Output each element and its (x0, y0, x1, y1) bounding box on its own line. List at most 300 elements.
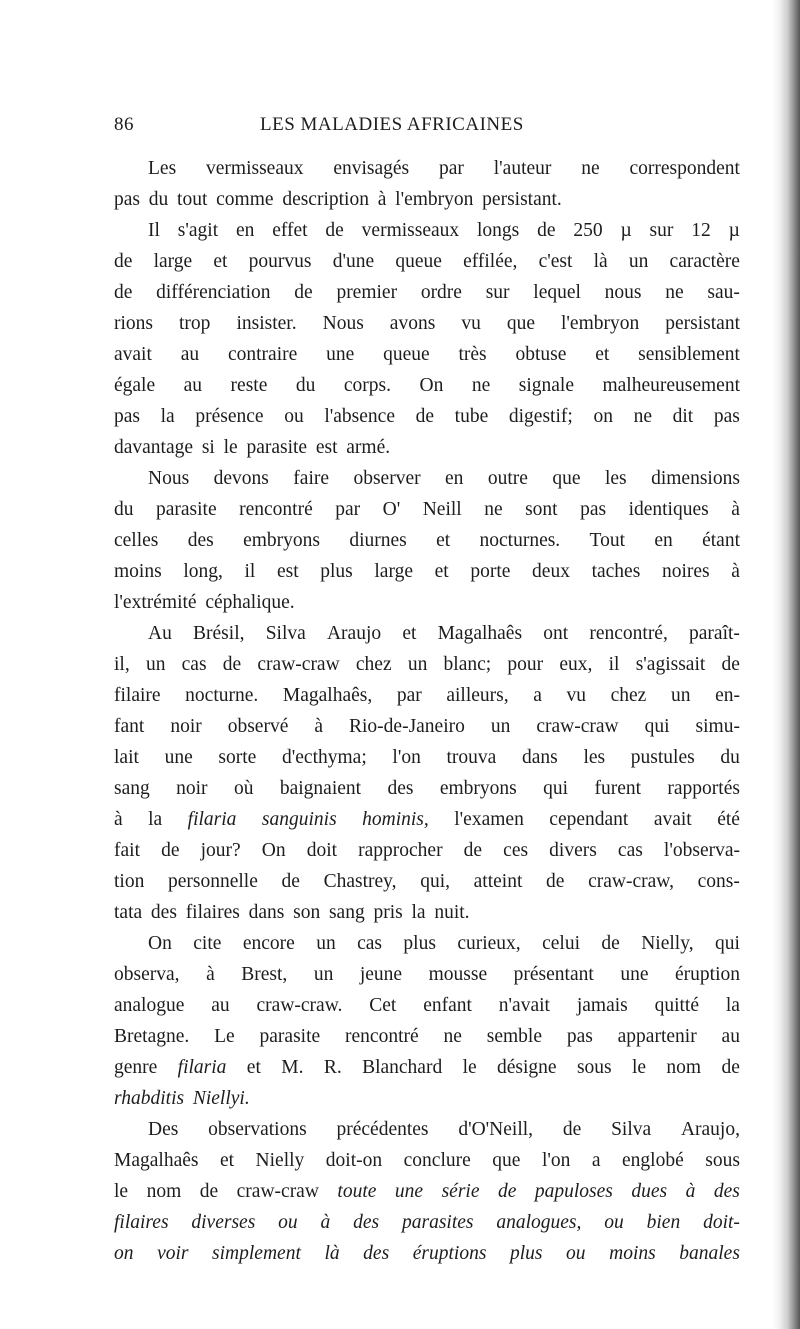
word: rencontré (345, 1026, 419, 1047)
word: sont (525, 499, 558, 520)
word: long, (183, 561, 223, 582)
word: sang (114, 778, 150, 799)
word: taches (591, 561, 641, 582)
text-line (114, 1052, 740, 1083)
word: de (546, 871, 565, 892)
word: cas (357, 933, 382, 954)
word: Silva (265, 623, 306, 644)
word: des (150, 902, 177, 923)
word: On (419, 375, 444, 396)
word: deux (532, 561, 570, 582)
word: le (114, 1181, 129, 1202)
text-line (114, 649, 740, 680)
word: dimensions (651, 468, 740, 489)
word: papuloses (534, 1181, 613, 1202)
word: plus (320, 561, 353, 582)
text-line (114, 928, 740, 959)
word: en (235, 220, 255, 241)
word: s'agit (177, 220, 219, 241)
text-line (114, 184, 740, 215)
word: éruptions (412, 1243, 487, 1264)
word: µ (620, 220, 632, 241)
word: pustules (630, 747, 695, 768)
word: précédentes (336, 1119, 429, 1140)
word: et (219, 1150, 235, 1171)
word: très (458, 344, 487, 365)
word: pourvus (248, 251, 312, 272)
word: chez (610, 685, 647, 706)
text-line (114, 835, 740, 866)
text-line (114, 277, 740, 308)
word: céphalique. (205, 592, 295, 613)
word: craw-craw. (256, 995, 343, 1016)
word: cas (181, 654, 207, 675)
word: ne (665, 282, 684, 303)
word: à (731, 561, 740, 582)
word: doit-on (325, 1150, 383, 1171)
word: un (313, 964, 334, 985)
word: observations (208, 1119, 307, 1140)
word: Les (148, 158, 177, 179)
word: la (160, 406, 175, 427)
word: Tout (589, 530, 625, 551)
word: dans (248, 902, 285, 923)
word: que (492, 1150, 521, 1171)
text-line (114, 308, 740, 339)
word: divers (549, 840, 597, 861)
word: là (593, 251, 608, 272)
text-line (114, 1114, 740, 1145)
word: filaires (185, 902, 240, 923)
word: par (438, 158, 464, 179)
word: trop (179, 313, 211, 334)
text-line (114, 153, 740, 184)
word: blanc; (443, 654, 492, 675)
word: un (145, 654, 166, 675)
word: µ (728, 220, 740, 241)
word: et (595, 344, 610, 365)
word: craw-craw (536, 716, 619, 737)
word: corps. (343, 375, 391, 396)
word: à (206, 964, 215, 985)
word: Araujo, (680, 1119, 740, 1140)
word: persistant. (482, 189, 562, 210)
word: tion (114, 871, 145, 892)
word: de (199, 1181, 219, 1202)
word: englobé (622, 1150, 684, 1171)
word: de (415, 406, 435, 427)
word: rencontré (239, 499, 313, 520)
running-head (114, 114, 734, 140)
word: pas (114, 406, 140, 427)
word: contraire (227, 344, 298, 365)
word: fant (114, 716, 145, 737)
word: et (402, 623, 417, 644)
word: quitté (654, 995, 700, 1016)
word: bien (646, 1212, 681, 1233)
word: vu (566, 685, 587, 706)
word: caractère (669, 251, 740, 272)
text-line (114, 432, 740, 463)
word: rapprocher (358, 840, 443, 861)
word: celles (114, 530, 159, 551)
word: doit (306, 840, 338, 861)
word: observa, (114, 964, 180, 985)
word: et (436, 530, 451, 551)
word: On (148, 933, 172, 954)
word: 12 (691, 220, 711, 241)
word: l'observa- (663, 840, 740, 861)
word: genre (114, 1057, 158, 1078)
word: diurnes (349, 530, 407, 551)
word: un (316, 933, 336, 954)
word: Au (148, 623, 172, 644)
text-line (114, 587, 740, 618)
word: analogues, (496, 1212, 582, 1233)
word: nuit. (434, 902, 470, 923)
word: de (114, 282, 133, 303)
word: sous (705, 1150, 740, 1171)
text-line (114, 525, 740, 556)
word: à (114, 809, 123, 830)
word: d'une (332, 251, 375, 272)
text-line (114, 494, 740, 525)
word: le (223, 437, 238, 458)
text-line (114, 959, 740, 990)
word: moins (609, 1243, 656, 1264)
word: large (374, 561, 414, 582)
word: Brésil, (193, 623, 245, 644)
word: personnelle (168, 871, 258, 892)
word: à (320, 1212, 331, 1233)
word: étant (702, 530, 740, 551)
word: jeune (359, 964, 403, 985)
word: sang (328, 902, 365, 923)
word: sorte (218, 747, 257, 768)
word: 250 (573, 220, 603, 241)
word: ne (581, 158, 600, 179)
word: et (434, 561, 449, 582)
word: encore (242, 933, 295, 954)
word: ne (484, 499, 503, 520)
word: Niellyi. (192, 1088, 250, 1109)
word: pas (713, 406, 740, 427)
text-line (114, 215, 740, 246)
word: Des (148, 1119, 179, 1140)
word: et (213, 251, 228, 272)
word: par (335, 499, 361, 520)
word: persistant (665, 313, 740, 334)
word: jour? (200, 840, 241, 861)
word: pris (373, 902, 403, 923)
word: correspondent (629, 158, 740, 179)
word: son (293, 902, 321, 923)
word: noir (170, 716, 202, 737)
word: la (411, 902, 426, 923)
word: observer (353, 468, 421, 489)
word: pas (566, 1026, 593, 1047)
word: a (591, 1150, 601, 1171)
word: celui (542, 933, 580, 954)
word: description (282, 189, 369, 210)
word: si (201, 437, 215, 458)
word: des (387, 778, 414, 799)
word: atteint (473, 871, 523, 892)
word: rhabditis (114, 1088, 185, 1109)
word: vermisseaux (206, 158, 304, 179)
word: nous (604, 282, 642, 303)
word: plus (403, 933, 436, 954)
word: est (315, 437, 338, 458)
word: rencontré, (589, 623, 668, 644)
text-line (114, 339, 740, 370)
word: une (326, 344, 355, 365)
word: parasites (401, 1212, 474, 1233)
word: un (407, 654, 428, 675)
word: de (281, 871, 300, 892)
word: la (148, 809, 163, 830)
word: toute (337, 1181, 377, 1202)
word: simplement (212, 1243, 301, 1264)
word: de (601, 933, 620, 954)
word: pour (507, 654, 544, 675)
word: éruption (675, 964, 740, 985)
word: ou (604, 1212, 624, 1233)
word: là (324, 1243, 340, 1264)
word: ne (471, 375, 491, 396)
word: noires (661, 561, 710, 582)
word: ou (284, 406, 304, 427)
text-line (114, 742, 740, 773)
word: on (593, 406, 613, 427)
word: à (685, 1181, 696, 1202)
word: parasite (259, 1026, 321, 1047)
word: effilée, (463, 251, 518, 272)
word: par (396, 685, 422, 706)
word: nom (146, 1181, 182, 1202)
word: outre (487, 468, 528, 489)
word: l'auteur (493, 158, 552, 179)
word: semble (486, 1026, 542, 1047)
text-line (114, 680, 740, 711)
text-line (114, 1021, 740, 1052)
word: devons (213, 468, 269, 489)
text-line (114, 1176, 740, 1207)
word: des (363, 1243, 390, 1264)
text-line (114, 1238, 740, 1269)
word: malheureusement (602, 375, 740, 396)
word: ces (503, 840, 529, 861)
word: Rio-de-Janeiro (349, 716, 465, 737)
word: avons (389, 313, 436, 334)
word: sous (576, 1057, 612, 1078)
word: avait (653, 809, 692, 830)
word: au (180, 344, 200, 365)
word: Blanchard (362, 1057, 443, 1078)
word: en- (715, 685, 740, 706)
word: sur (649, 220, 674, 241)
word: avait (114, 344, 152, 365)
word: il (608, 654, 620, 675)
word: l'absence (324, 406, 395, 427)
word: des (353, 1212, 380, 1233)
word: les (583, 747, 606, 768)
word: identiques (628, 499, 709, 520)
word: R. (323, 1057, 342, 1078)
word: Brest, (241, 964, 288, 985)
word: la (725, 995, 740, 1016)
word: est (276, 561, 299, 582)
word: qui (714, 933, 740, 954)
word: Magalhaês (437, 623, 523, 644)
text-line (114, 246, 740, 277)
word: lequel (533, 282, 581, 303)
word: comme (216, 189, 274, 210)
word: craw-craw (236, 1181, 319, 1202)
word: de (161, 840, 180, 861)
word: des (187, 530, 214, 551)
word: dit (672, 406, 694, 427)
word: simu- (695, 716, 740, 737)
word: curieux, (457, 933, 521, 954)
word: porte (470, 561, 511, 582)
word: queue (383, 344, 430, 365)
word: dans (522, 747, 558, 768)
word: de (114, 251, 133, 272)
word: cependant (549, 809, 629, 830)
word: à (731, 499, 740, 520)
text-line (114, 897, 740, 928)
word: l'on (392, 747, 421, 768)
word: du (295, 375, 316, 396)
word: appartenir (617, 1026, 697, 1047)
word: d'O'Neill, (458, 1119, 534, 1140)
text-line (114, 1083, 740, 1114)
word: embryons (243, 530, 320, 551)
word: de (721, 1057, 740, 1078)
word: sau- (707, 282, 740, 303)
word: pas (114, 189, 140, 210)
word: s'agissait (635, 654, 706, 675)
word: le (462, 1057, 477, 1078)
word: ou (566, 1243, 586, 1264)
word: vermisseaux (361, 220, 460, 241)
page-number: 86 (114, 114, 134, 135)
word: sanguinis (261, 809, 337, 830)
word: Chastrey, (323, 871, 397, 892)
word: queue (395, 251, 442, 272)
text-line (114, 990, 740, 1021)
word: craw-craw (257, 654, 340, 675)
word: un (628, 251, 649, 272)
page-edge-shadow (772, 0, 800, 1329)
word: ont (543, 623, 569, 644)
word: l'on (541, 1150, 571, 1171)
word: cons- (697, 871, 740, 892)
word: vu (461, 313, 481, 334)
word: l'embryon (395, 189, 474, 210)
word: différenciation (156, 282, 271, 303)
text-line (114, 866, 740, 897)
word: premier (336, 282, 398, 303)
word: une (620, 964, 649, 985)
word: de (721, 654, 740, 675)
word: hominis, (362, 809, 429, 830)
word: une (394, 1181, 424, 1202)
word: qui, (420, 871, 450, 892)
word: de (497, 1181, 517, 1202)
word: signale (518, 375, 574, 396)
word: digestif; (508, 406, 573, 427)
word: il (244, 561, 256, 582)
word: une (164, 747, 193, 768)
word: un (490, 716, 511, 737)
word: les (604, 468, 627, 489)
text-line (114, 618, 740, 649)
word: été (717, 809, 740, 830)
word: pas (580, 499, 607, 520)
word: Magalhaês, (282, 685, 373, 706)
word: du (720, 747, 740, 768)
word: voir (157, 1243, 189, 1264)
running-title: LES MALADIES AFRICAINES (260, 114, 524, 135)
word: de (294, 282, 313, 303)
word: nocturnes. (479, 530, 561, 551)
word: reste (230, 375, 268, 396)
word: Nielly, (641, 933, 694, 954)
word: fait (114, 840, 140, 861)
word: Il (148, 220, 160, 241)
word: au (211, 995, 230, 1016)
text-line (114, 711, 740, 742)
word: de (562, 1119, 582, 1140)
word: en (654, 530, 673, 551)
word: un (670, 685, 691, 706)
text-line (114, 463, 740, 494)
text-line (114, 1207, 740, 1238)
word: à (377, 189, 387, 210)
word: présence (195, 406, 264, 427)
text-line (114, 556, 740, 587)
word: Bretagne. (114, 1026, 190, 1047)
word: tout (177, 189, 208, 210)
word: nocturne. (185, 685, 259, 706)
word: l'embryon (561, 313, 640, 334)
word: où (233, 778, 254, 799)
word: enfant (423, 995, 472, 1016)
word: ne (633, 406, 652, 427)
word: ou (278, 1212, 298, 1233)
word: sur (485, 282, 510, 303)
word: du (148, 189, 169, 210)
word: a (533, 685, 542, 706)
word: faire (293, 468, 330, 489)
word: doit- (703, 1212, 740, 1233)
word: large (153, 251, 193, 272)
word: observé (227, 716, 289, 737)
word: tube (454, 406, 489, 427)
word: filaires (114, 1212, 169, 1233)
word: que (506, 313, 535, 334)
word: ordre (420, 282, 462, 303)
word: Neill (422, 499, 462, 520)
word: parasite (246, 437, 308, 458)
word: paraît- (689, 623, 740, 644)
word: O' (382, 499, 401, 520)
word: l'extrémité (114, 592, 197, 613)
word: craw-craw, (588, 871, 674, 892)
word: M. (281, 1057, 304, 1078)
